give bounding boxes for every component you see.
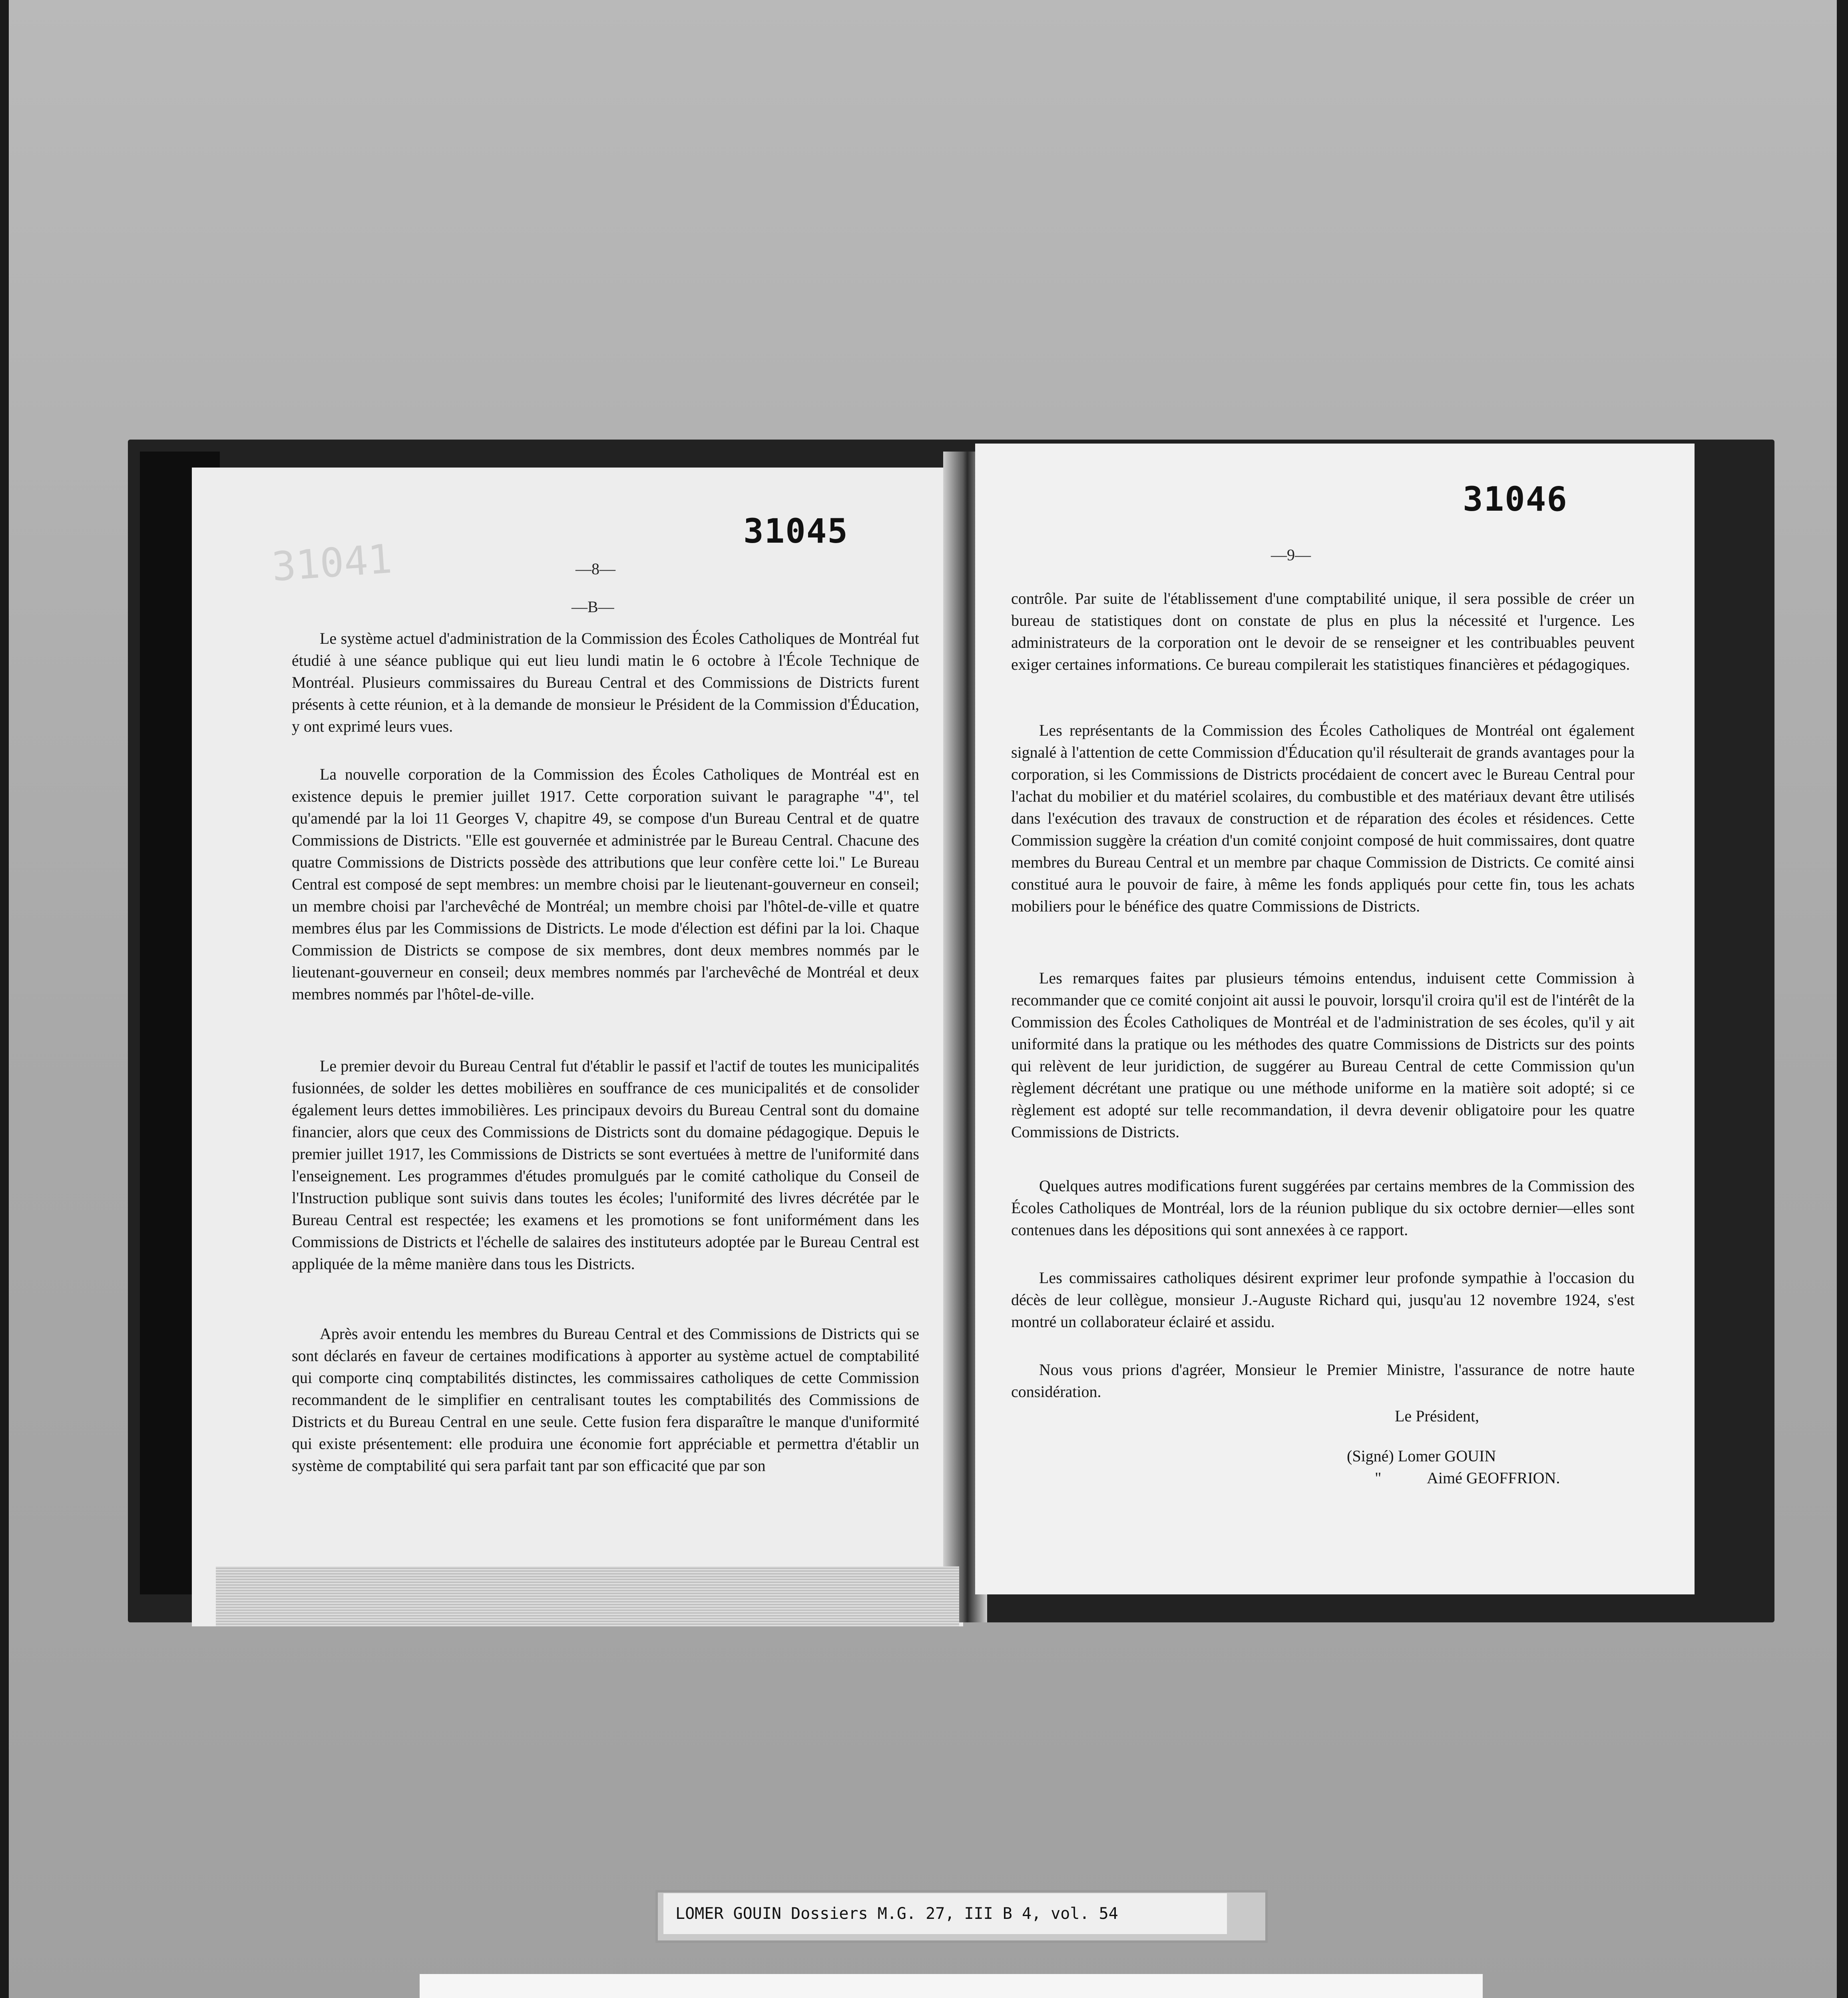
film-edge-left — [0, 0, 9, 1998]
right-paragraph-4: Quelques autres modifications furent suggérées par certains membres de la Commission des Écoles Catholiques de Montréal, lors de la réunion publique du six octobre dernier—elles sont contenues dans les dépositions qui sont annexées à ce rapport. — [1011, 1177, 1635, 1239]
reference-label: LOMER GOUIN Dossiers M.G. 27, III B 4, vol. 54 — [663, 1893, 1227, 1934]
left-paragraph-2: La nouvelle corporation de la Commission des Écoles Catholiques de Montréal est en existence depuis le premier juillet 1917. Cette corporation suivant le paragraphe "4", tel qu'amendé par la loi 11 Georges V, chapitre 49, se compose d'un Bureau Central et de quatre Commissions de Districts. "Elle est gouvernée et administrée par le Bureau Central. Chacune des quatre Commissions de Districts possède des attributions que leur confère cette loi." Le Bureau Central est composé de sept membres: un membre choisi par le lieutenant-gouverneur en conseil; un membre choisi par l'archevêché de Montréal; un membre choisi par l'hôtel-de-ville et quatre membres élus par les Commissions de Districts. Le mode d'élection est défini par la loi. Chaque Commission de Districts se compose de six membres, dont deux membres nommés par le lieutenant-gouverneur en conseil; deux membres nommés par l'archevêché de Montréal et deux membres nommés par l'hôtel-de-ville. — [292, 765, 919, 1003]
left-paragraph-1: Le système actuel d'administration de la Commission des Écoles Catholiques de Montréal fut étudié à une séance publique qui eut lieu lundi matin le 6 octobre à l'École Technique de Montréal. Plusieurs commissaires du Bureau Central et des Commissions de Districts furent présents à cette réunion, et à la demande de monsieur le Président de la Commission d'Éducation, y ont exprimé leurs vues. — [292, 629, 919, 735]
right-paragraph-1: contrôle. Par suite de l'établissement d'une comptabilité unique, il sera possible de créer un bureau de statistiques dont on constate de plus en plus la nécessité et l'urgence. Les administrateurs de la corporation ont le devoir de se renseigner et les contribuables peuvent exiger certaines informations. Ce bureau compilerait les statistiques financières et pédagogiques. — [1011, 589, 1635, 673]
section-heading: —B— — [572, 598, 614, 616]
closing-line: Le Président, — [1395, 1407, 1480, 1425]
right-paragraph-6: Nous vous prions d'agréer, Monsieur le Premier Ministre, l'assurance de notre haute considération. — [1011, 1361, 1635, 1401]
archive-card — [420, 1974, 1483, 1998]
left-paragraph-3: Le premier devoir du Bureau Central fut d'établir le passif et l'actif de toutes les municipalités fusionnées, de solder les dettes mobilières en souffrance de ces municipalités et de consolider également leurs dettes immobilières. Les principaux devoirs du Bureau Central sont du domaine financier, alors que ceux des Commissions de Districts sont du domaine pédagogique. Depuis le premier juillet 1917, les Commissions de Districts se sont evertuées à mettre de l'uniformité dans l'enseignement. Les programmes d'études promulgués par le comité catholique du Conseil de l'Instruction publique sont suivis dans toutes les écoles; l'uniformité des livres décrétée par le Bureau Central est respectée; les examens et les promotions se font uniformément dans les Commissions de Districts et l'échelle de salaires des instituteurs adoptée par le Bureau Central est appliquée de la même manière dans tous les Districts. — [292, 1057, 919, 1273]
left-page — [192, 468, 963, 1626]
right-paragraph-3: Les remarques faites par plusieurs témoins entendus, induisent cette Commission à recommander que ce comité conjoint ait aussi le pouvoir, lorsqu'il croira qu'il est de l'intérêt de la Commission des Écoles Catholiques de Montréal et de l'administration de ses écoles, qu'il y ait uniformité dans la pratique ou les méthodes des quatre Commissions de Districts sur des points qui relèvent de leur juridiction, de suggérer au Bureau Central de cette Commission qu'un règlement décrétant une pratique ou une méthode uniforme en la matière soit adopté; si ce règlement est adopté sur telle recommandation, il devra devenir obligatoire pour les quatre Commissions de Districts. — [1011, 969, 1635, 1141]
signature-ditto: " — [1375, 1469, 1382, 1487]
left-paragraph-4: Après avoir entendu les membres du Bureau Central et des Commissions de Districts qui se sont déclarés en faveur de certaines modifications à apporter au système actuel de comptabilité qui comporte cinq comptabilités distinctes, les commissaires catholiques de cette Commission recommandent de le simplifier en centralisant toutes les comptabilités des Commissions de Districts et du Bureau Central en une seule. Cette fusion fera disparaître le manque d'uniformité qui existe présentement: elle produira une économie fort appréciable et permettra d'établir un système de comptabilité qui sera parfait tant par son efficacité que par son — [292, 1325, 919, 1475]
page-stack-edges — [216, 1566, 959, 1626]
right-page-stamp-number: 31046 — [1463, 480, 1568, 519]
right-paragraph-2: Les représentants de la Commission des Écoles Catholiques de Montréal ont également signalé à l'attention de cette Commission d'Éducation qu'il résulterait de grands avantages pour la corporation, si les Commissions de Districts procédaient de concert avec le Bureau Central pour l'achat du mobilier et du matériel scolaires, du combustible et des matériaux devant être utilisés dans l'exécution des travaux de construction et de réparation des écoles et résidences. Cette Commission suggère la création d'un comité conjoint composé de huit commissaires, dont quatre membres du Bureau Central et un membre par chaque Commission de Districts. Ce comité ainsi constitué aura le pouvoir de faire, à même les fonds appliqués pour cette fin, tous les achats mobiliers pour le bénéfice des quatre Commissions de Districts. — [1011, 721, 1635, 915]
left-page-number: —8— — [576, 560, 615, 578]
right-page — [975, 444, 1695, 1594]
signature-geoffrion: Aimé GEOFFRION. — [1427, 1469, 1560, 1487]
left-page-stamp-number: 31045 — [743, 511, 848, 551]
film-edge-right — [1837, 0, 1848, 1998]
right-paragraph-5: Les commissaires catholiques désirent exprimer leur profonde sympathie à l'occasion du décès de leur collègue, monsieur J.-Auguste Richard qui, jusqu'au 12 novembre 1924, s'est montré un collaborateur éclairé et assidu. — [1011, 1269, 1635, 1331]
signature-gouin: (Signé) Lomer GOUIN — [1347, 1447, 1496, 1465]
right-page-number: —9— — [1271, 546, 1311, 564]
faint-stamp: 31041 — [270, 535, 394, 591]
